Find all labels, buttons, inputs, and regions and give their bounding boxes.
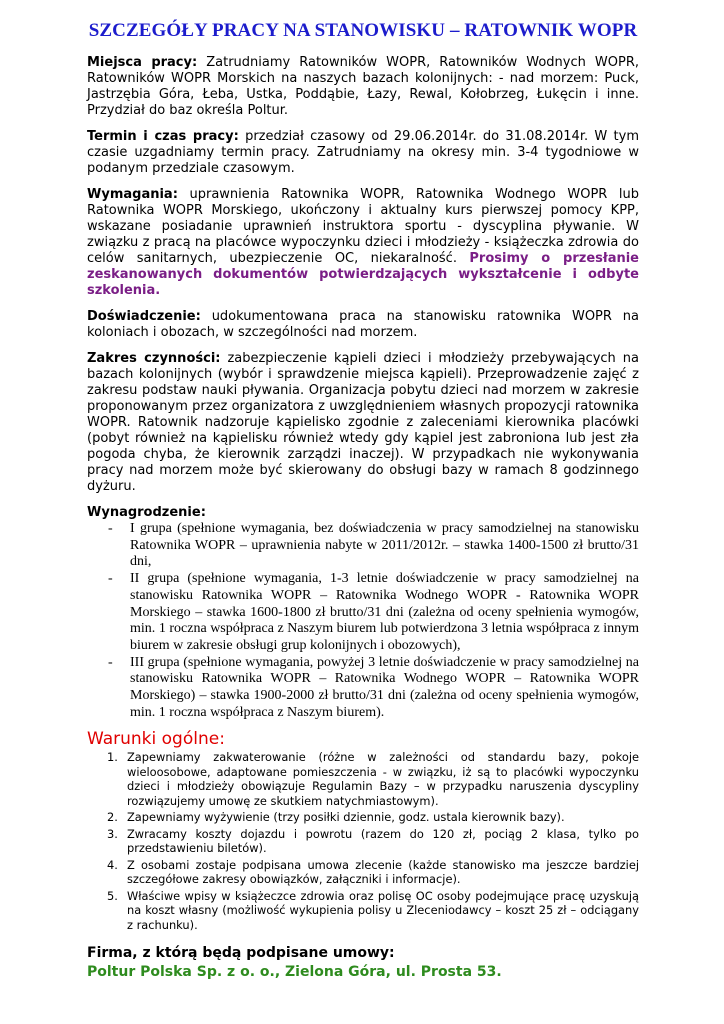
- list-item: [107, 826, 639, 856]
- list-item-text: Zwracamy koszty dojazdu i powrotu (razem do 120 zł, pociąg 2 klasa, tylko po przedstawieniu biletów).: [127, 826, 639, 856]
- list-item-text: II grupa (spełnione wymagania, 1-3 letnie doświadczenie w pracy samodzielnej na stanowisku Ratownika WOPR – Ratownika Wodnego WOPR - Ratownika WOPR Morskiego – stawka 1600-1800 zł brutto/31 dni (zależna od oceny spełnienia wymogów, min. 1 roczna współpraca z Naszym biurem lub potwierdzona 3 letnia współpraca z innym biurem w zakresie obsługi grup kolonijnych i obozowych),: [130, 571, 639, 653]
- wymagania-highlight: Prosimy o przesłanie zeskanowanych dokumentów potwierdzających wykształcenie i odbyte szkolenia.: [87, 251, 639, 298]
- list-item: [107, 857, 639, 887]
- warunki-list: [87, 750, 639, 932]
- miejsce-label: Miejsca pracy:: [87, 55, 198, 70]
- termin-text: przedział czasowy od 29.06.2014r. do 31.08.2014r. W tym czasie uzgadniamy termin pracy. Zatrudniamy na okresy min. 3-4 tygodniowe w podanym przedziale czasowym.: [87, 129, 639, 176]
- dash-bullet: -: [108, 654, 113, 670]
- doswiadczenie-text: udokumentowana praca na stanowisku ratownika WOPR na koloniach i obozach, w szczególności nad morzem.: [87, 309, 639, 340]
- section-wymagania: [87, 187, 639, 299]
- section-zakres: [87, 351, 639, 495]
- section-termin: [87, 129, 639, 177]
- section-doswiadczenie: [87, 309, 639, 341]
- list-item: [107, 810, 639, 825]
- firma-name: Poltur Polska Sp. z o. o., Zielona Góra, ul. Prosta 53.: [87, 964, 502, 981]
- dash-bullet: -: [108, 521, 113, 536]
- wymagania-text: uprawnienia Ratownika WOPR, Ratownika Wodnego WOPR lub Ratownika WOPR Morskiego, ukończony i aktualny kurs pierwszej pomocy KPP, wskazane posiadanie uprawnień instruktora sportu - dyscyplina pływanie. W związku z pracą na placówce wypoczynku dzieci i młodzieży - książeczka zdrowia do celów sanitarnych, ubezpieczenie OC, niekaralność.: [87, 187, 639, 266]
- item-number: 3.: [107, 826, 118, 841]
- item-number: 2.: [107, 810, 118, 825]
- dash-bullet: -: [108, 571, 113, 587]
- list-item: [108, 571, 639, 655]
- wymagania-label: Wymagania:: [87, 187, 178, 202]
- list-item-text: Z osobami zostaje podpisana umowa zlecenie (każde stanowisko ma jeszcze bardziej szczegółowe zakresy obowiązków, załączniki i informacje).: [127, 857, 639, 887]
- list-item-text: Zapewniamy wyżywienie (trzy posiłki dziennie, godz. ustala kierownik bazy).: [127, 810, 565, 825]
- item-number: 4.: [107, 857, 118, 872]
- list-item: [108, 521, 639, 571]
- list-item: [108, 654, 639, 722]
- wynagrodzenie-heading: Wynagrodzenie:: [87, 505, 206, 520]
- list-item-text: I grupa (spełnione wymagania, bez doświadczenia w pracy samodzielnej na stanowisku Ratownika WOPR – uprawnienia nabyte w 2011/2012r. – stawka 1400-1500 zł brutto/31 dni,: [130, 521, 639, 570]
- doswiadczenie-label: Doświadczenie:: [87, 309, 201, 324]
- list-item: [107, 750, 639, 808]
- zakres-text: zabezpieczenie kąpieli dzieci i młodzieży przebywających na bazach kolonijnych (wybór i sprawdzenie miejsca kąpieli). Przeprowadzenie zajęć z zakresu podstaw nauki pływania. Organizacja pobytu dzieci nad morzem w zakresie proponowanym przez organizatora z uwzględnieniem własnych propozycji ratownika WOPR. Ratownik nadzoruje kąpielisko zgodnie z zaleceniami kierownika placówki (pobyt również na kąpielisku również wtedy gdy kąpiel jest zabroniona lub jest zła pogoda chyba, że kierownik zarządzi inaczej). W przypadkach nie wykonywania pracy nad morzem może być skierowany do obsługi bazy w ramach 8 godzinnego dyżuru.: [87, 351, 639, 494]
- zakres-label: Zakres czynności:: [87, 351, 221, 366]
- list-item: [107, 888, 639, 933]
- page-title: SZCZEGÓŁY PRACY NA STANOWISKU – RATOWNIK WOPR: [88, 20, 638, 41]
- miejsce-text: Zatrudniamy Ratowników WOPR, Ratowników Wodnych WOPR, Ratowników WOPR Morskich na naszych bazach kolonijnych: - nad morzem: Puck, Jastrzębia Góra, Łeba, Ustka, Poddąbie, Łazy, Rewal, Kołobrzeg, Łukęcin i inne. Przydział do baz określa Poltur.: [87, 55, 639, 118]
- document-page: [87, 20, 639, 982]
- warunki-heading: Warunki ogólne:: [87, 729, 225, 750]
- wynagrodzenie-list: [87, 521, 639, 721]
- list-item-text: Zapewniamy zakwaterowanie (różne w zależności od standardu bazy, pokoje wieloosobowe, adaptowane pomieszczenia - w związku, iż są to placówki wypoczynku dzieci i młodzieży obowiązuje Regulamin Bazy – w przypadku naruszenia dyscypliny rozwiązujemy umowę ze skutkiem natychmiastowym).: [127, 750, 639, 808]
- item-number: 5.: [107, 888, 118, 903]
- section-miejsce: [87, 55, 639, 119]
- termin-label: Termin i czas pracy:: [87, 129, 239, 144]
- firma-heading: Firma, z którą będą podpisane umowy:: [87, 945, 395, 962]
- list-item-text: III grupa (spełnione wymagania, powyżej 3 letnie doświadczenie w pracy samodzielnej na stanowisku Ratownika WOPR – Ratownika Wodnego WOPR – Ratownika WOPR Morskiego) – stawka 1900-2000 zł brutto/31 dni (zależna od oceny spełnienia wymogów, min. 1 roczna współpraca z Naszym biurem).: [130, 654, 639, 720]
- item-number: 1.: [107, 750, 118, 765]
- list-item-text: Właściwe wpisy w książeczce zdrowia oraz polisę OC osoby podejmujące pracę uzyskują na koszt własny (możliwość wykupienia polisy u Zleceniodawcy – koszt 25 zł – odciągany z rachunku).: [127, 888, 639, 932]
